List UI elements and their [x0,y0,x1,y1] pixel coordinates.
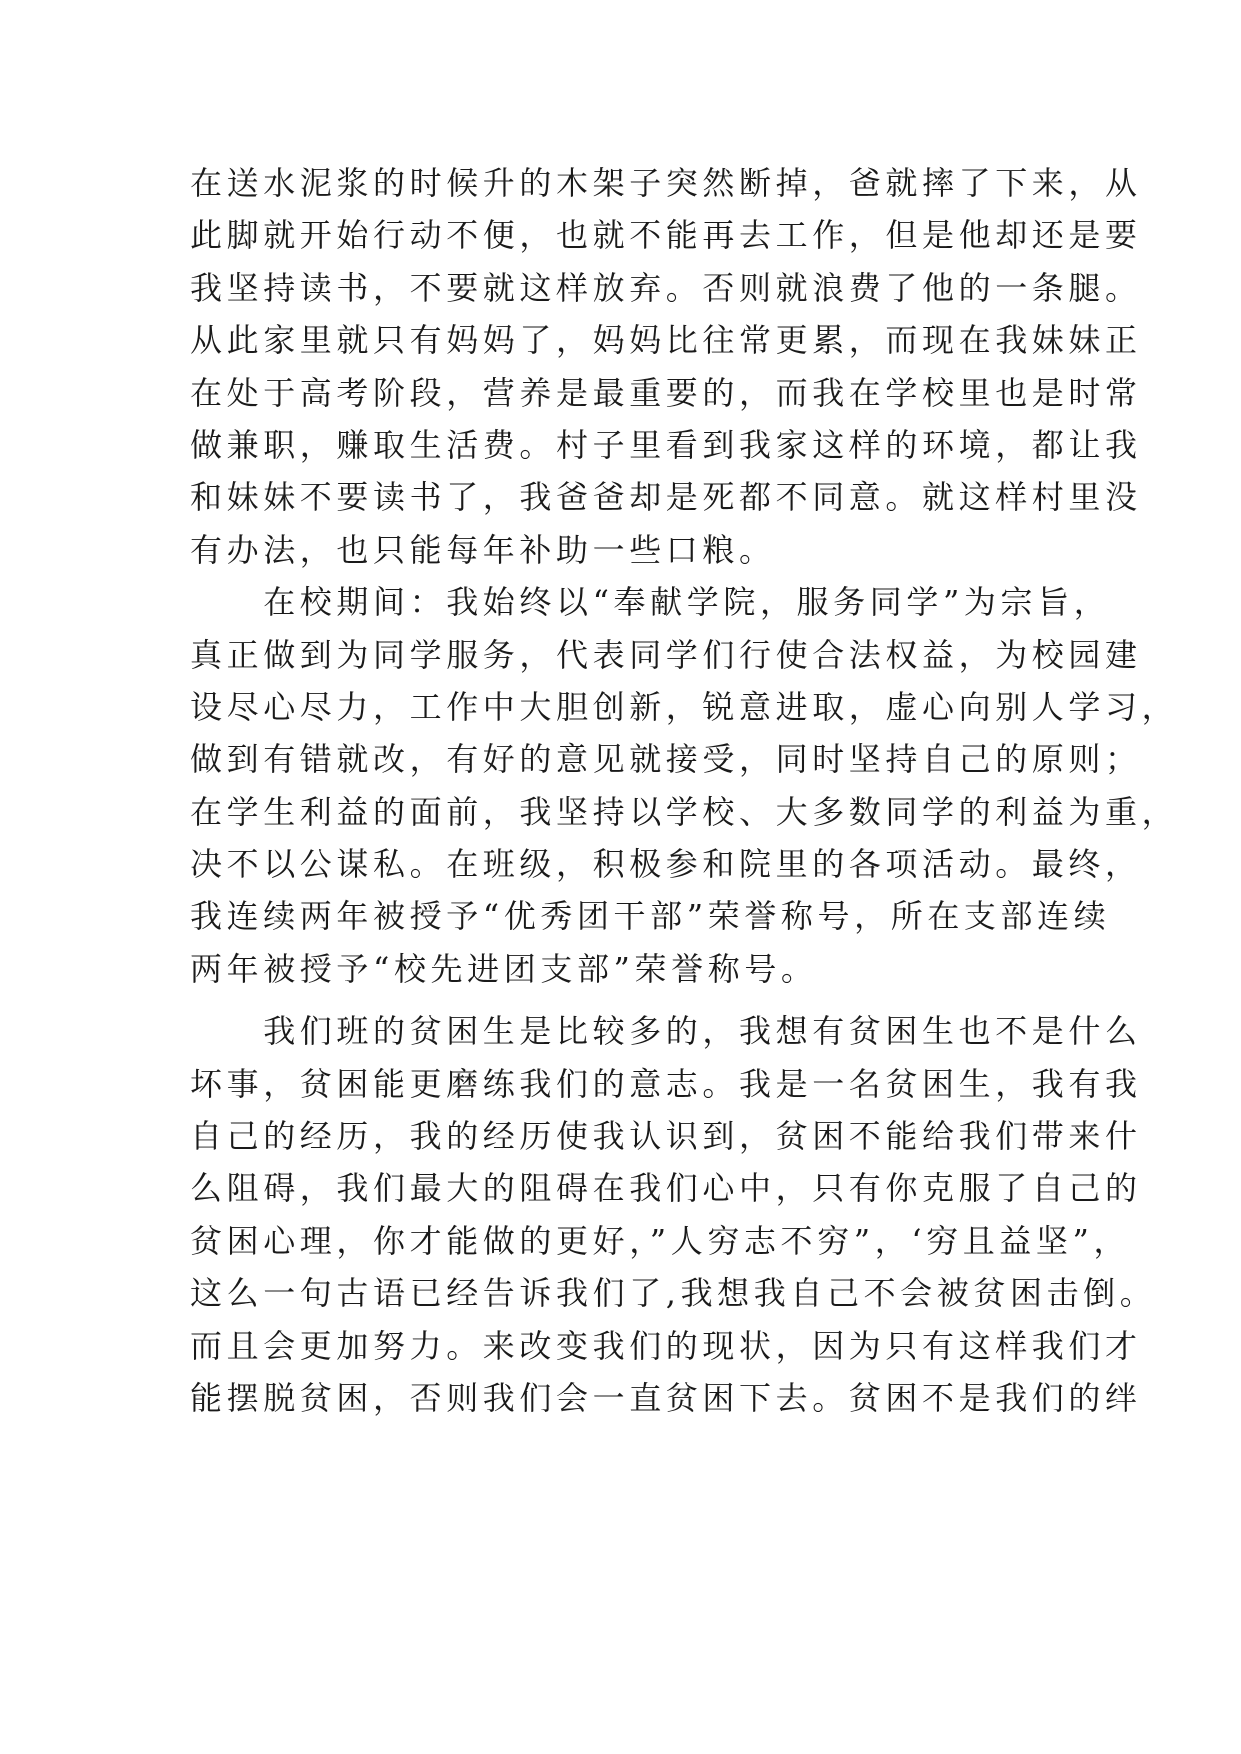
text-line: 在校期间：我始终以“奉献学院，服务同学”为宗旨， [190,583,1111,622]
text-line: 设尽心尽力，工作中大胆创新，锐意进取，虚心向别人学习， [190,687,1179,726]
text-line: 我坚持读书，不要就这样放弃。否则就浪费了他的一条腿。 [190,268,1142,307]
text-line: 两年被授予“校先进团支部”荣誉称号。 [190,949,818,988]
text-line: 有办法，也只能每年补助一些口粮。 [190,530,776,569]
text-line: 从此家里就只有妈妈了，妈妈比往常更累，而现在我妹妹正 [190,321,1142,360]
text-line: 这么一句古语已经告诉我们了,我想我自己不会被贫困击倒。 [190,1274,1157,1313]
text-line: 在学生利益的面前，我坚持以学校、大多数同学的利益为重， [190,792,1179,831]
text-line: 决不以公谋私。在班级，积极参和院里的各项活动。最终， [190,845,1142,884]
text-line: 做到有错就改，有好的意见就接受，同时坚持自己的原则； [190,740,1142,779]
body-text [190,157,1179,1424]
text-line: 真正做到为同学服务，代表同学们行使合法权益，为校园建 [190,635,1142,674]
text-line: 而且会更加努力。来改变我们的现状，因为只有这样我们才 [190,1326,1142,1365]
text-line: 和妹妹不要读书了，我爸爸却是死都不同意。就这样村里没 [190,478,1142,517]
text-line: 么阻碍，我们最大的阻碍在我们心中，只有你克服了自己的 [190,1169,1142,1208]
text-line: 做兼职，赚取生活费。村子里看到我家这样的环境，都让我 [190,425,1142,464]
text-line: 自己的经历，我的经历使我认识到，贫困不能给我们带来什 [190,1117,1142,1156]
text-line: 在处于高考阶段，营养是最重要的，而我在学校里也是时常 [190,373,1142,412]
text-line: 坏事，贫困能更磨练我们的意志。我是一名贫困生，我有我 [190,1064,1142,1103]
text-line: 能摆脱贫困，否则我们会一直贫困下去。贫困不是我们的绊 [190,1378,1142,1417]
text-line: 贫困心理，你才能做的更好，”人穷志不穷”，‘穷且益坚”， [190,1221,1131,1260]
text-line: 此脚就开始行动不便，也就不能再去工作，但是他却还是要 [190,216,1142,255]
text-line: 在送水泥浆的时候升的木架子突然断掉，爸就摔了下来，从 [190,164,1142,202]
text-line: 我连续两年被授予“优秀团干部”荣誉称号，所在支部连续 [190,897,1111,936]
text-line: 我们班的贫困生是比较多的，我想有贫困生也不是什么 [190,1012,1142,1051]
